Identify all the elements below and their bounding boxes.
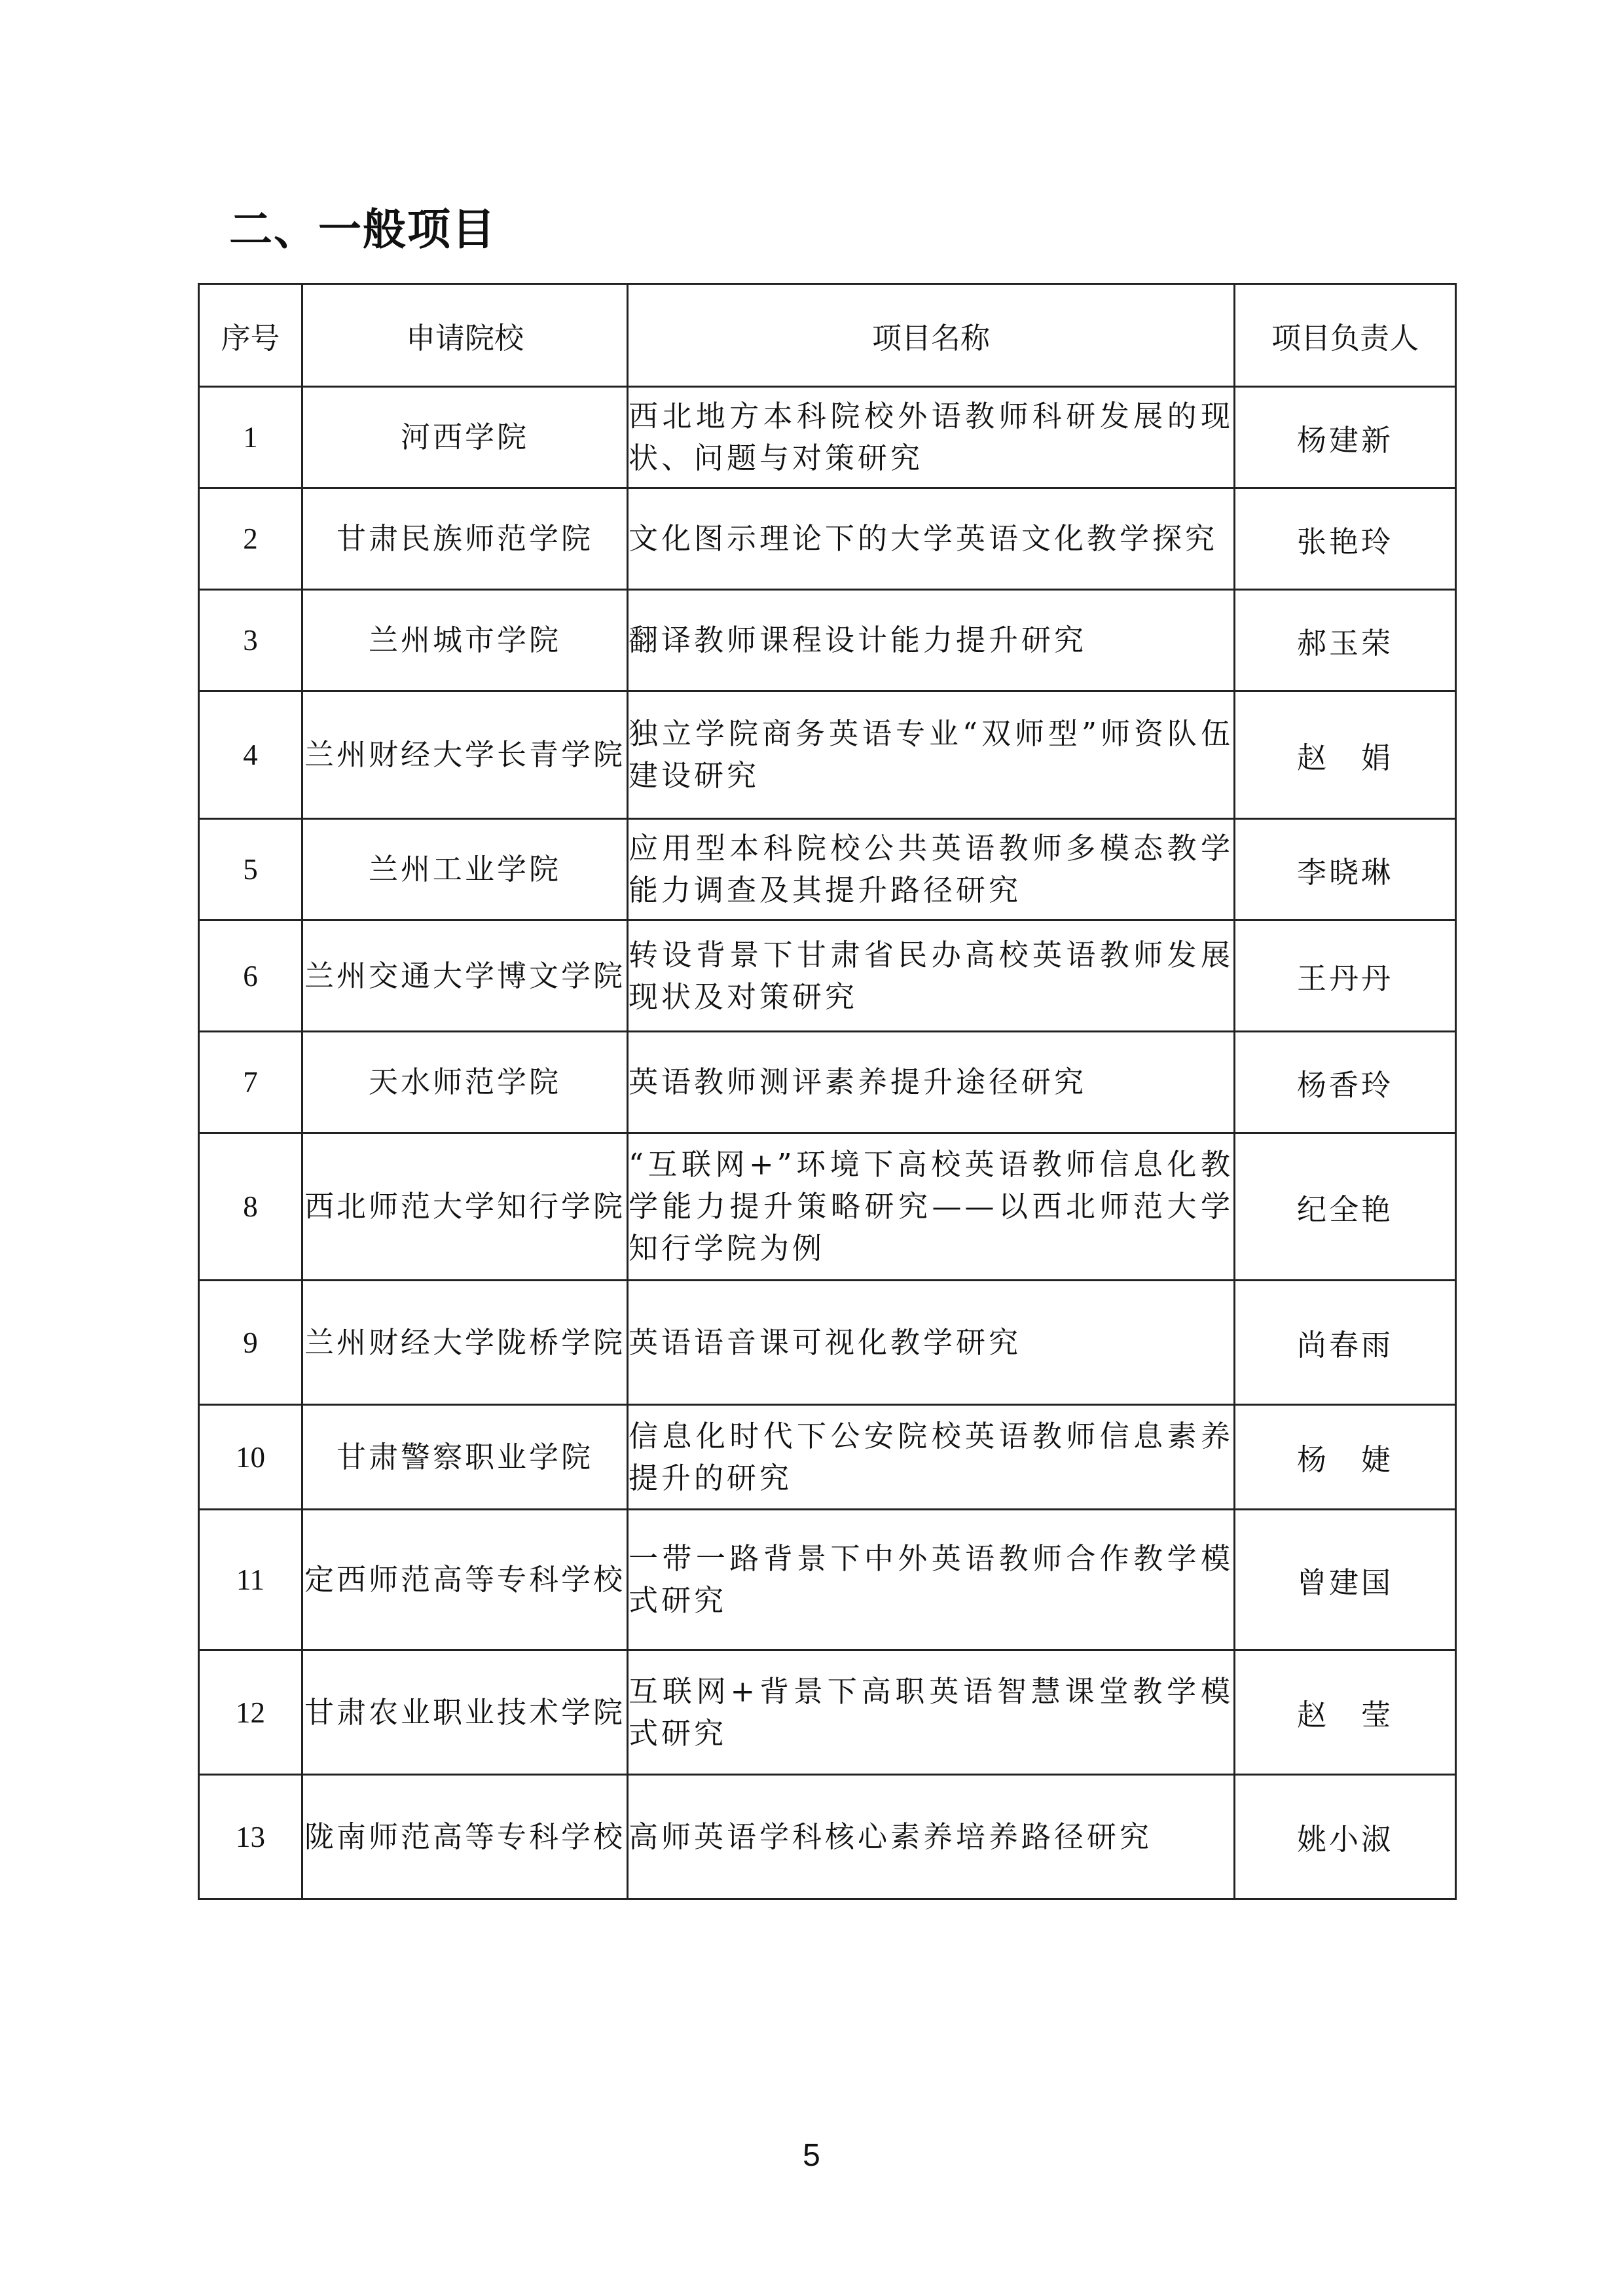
- row-title: 文化图示理论下的大学英语文化教学探究: [628, 488, 1235, 590]
- table-row: [199, 691, 1456, 819]
- row-school: 天水师范学院: [302, 1032, 628, 1133]
- row-title: 翻译教师课程设计能力提升研究: [628, 590, 1235, 691]
- row-seq: 6: [199, 920, 302, 1032]
- row-seq: 4: [199, 691, 302, 819]
- table-row: [199, 1650, 1456, 1775]
- row-seq: 3: [199, 590, 302, 691]
- row-lead: 曾建国: [1235, 1510, 1456, 1650]
- row-title: 独立学院商务英语专业“双师型”师资队伍建设研究: [628, 691, 1235, 819]
- page-number: 5: [803, 2138, 820, 2173]
- row-school: 甘肃农业职业技术学院: [302, 1650, 628, 1775]
- header-seq: 序号: [199, 284, 302, 387]
- table-row: [199, 1032, 1456, 1133]
- table-row: [199, 1775, 1456, 1899]
- row-seq: 13: [199, 1775, 302, 1899]
- row-lead: 姚小淑: [1235, 1775, 1456, 1899]
- row-lead: 杨香玲: [1235, 1032, 1456, 1133]
- header-lead: 项目负责人: [1235, 284, 1456, 387]
- row-school: 兰州财经大学陇桥学院: [302, 1281, 628, 1405]
- row-seq: 7: [199, 1032, 302, 1133]
- row-title: 转设背景下甘肃省民办高校英语教师发展现状及对策研究: [628, 920, 1235, 1032]
- row-lead: 杨建新: [1235, 387, 1456, 488]
- row-title: 英语教师测评素养提升途径研究: [628, 1032, 1235, 1133]
- row-school: 兰州交通大学博文学院: [302, 920, 628, 1032]
- table-row: [199, 1510, 1456, 1650]
- row-seq: 12: [199, 1650, 302, 1775]
- table-row: [199, 590, 1456, 691]
- row-school: 河西学院: [302, 387, 628, 488]
- row-lead: 郝玉荣: [1235, 590, 1456, 691]
- row-title: 西北地方本科院校外语教师科研发展的现状、问题与对策研究: [628, 387, 1235, 488]
- table-row: [199, 819, 1456, 920]
- row-title: 互联网+背景下高职英语智慧课堂教学模式研究: [628, 1650, 1235, 1775]
- row-lead: 李晓琳: [1235, 819, 1456, 920]
- table-row: [199, 920, 1456, 1032]
- row-lead: 赵 娟: [1235, 691, 1456, 819]
- row-school: 西北师范大学知行学院: [302, 1133, 628, 1281]
- row-seq: 11: [199, 1510, 302, 1650]
- row-seq: 10: [199, 1405, 302, 1510]
- row-school: 兰州财经大学长青学院: [302, 691, 628, 819]
- row-seq: 8: [199, 1133, 302, 1281]
- row-title: 应用型本科院校公共英语教师多模态教学能力调查及其提升路径研究: [628, 819, 1235, 920]
- row-school: 兰州城市学院: [302, 590, 628, 691]
- row-school: 甘肃民族师范学院: [302, 488, 628, 590]
- row-seq: 9: [199, 1281, 302, 1405]
- row-title: 信息化时代下公安院校英语教师信息素养提升的研究: [628, 1405, 1235, 1510]
- row-lead: 杨 婕: [1235, 1405, 1456, 1510]
- table-row: [199, 488, 1456, 590]
- row-lead: 赵 莹: [1235, 1650, 1456, 1775]
- header-title: 项目名称: [628, 284, 1235, 387]
- row-seq: 2: [199, 488, 302, 590]
- row-lead: 尚春雨: [1235, 1281, 1456, 1405]
- header-school: 申请院校: [302, 284, 628, 387]
- row-seq: 5: [199, 819, 302, 920]
- row-school: 陇南师范高等专科学校: [302, 1775, 628, 1899]
- row-lead: 王丹丹: [1235, 920, 1456, 1032]
- row-title: 英语语音课可视化教学研究: [628, 1281, 1235, 1405]
- row-title: 高师英语学科核心素养培养路径研究: [628, 1775, 1235, 1899]
- row-lead: 纪全艳: [1235, 1133, 1456, 1281]
- section-title: 二、一般项目: [229, 204, 496, 255]
- table-row: [199, 1133, 1456, 1281]
- row-school: 定西师范高等专科学校: [302, 1510, 628, 1650]
- row-title: “互联网+”环境下高校英语教师信息化教学能力提升策略研究——以西北师范大学知行学院为例: [628, 1133, 1235, 1281]
- table-header-row: [199, 284, 1456, 387]
- row-title: 一带一路背景下中外英语教师合作教学模式研究: [628, 1510, 1235, 1650]
- row-lead: 张艳玲: [1235, 488, 1456, 590]
- row-school: 甘肃警察职业学院: [302, 1405, 628, 1510]
- row-school: 兰州工业学院: [302, 819, 628, 920]
- row-seq: 1: [199, 387, 302, 488]
- table-row: [199, 387, 1456, 488]
- table-row: [199, 1405, 1456, 1510]
- table-row: [199, 1281, 1456, 1405]
- projects-table: [198, 283, 1457, 1900]
